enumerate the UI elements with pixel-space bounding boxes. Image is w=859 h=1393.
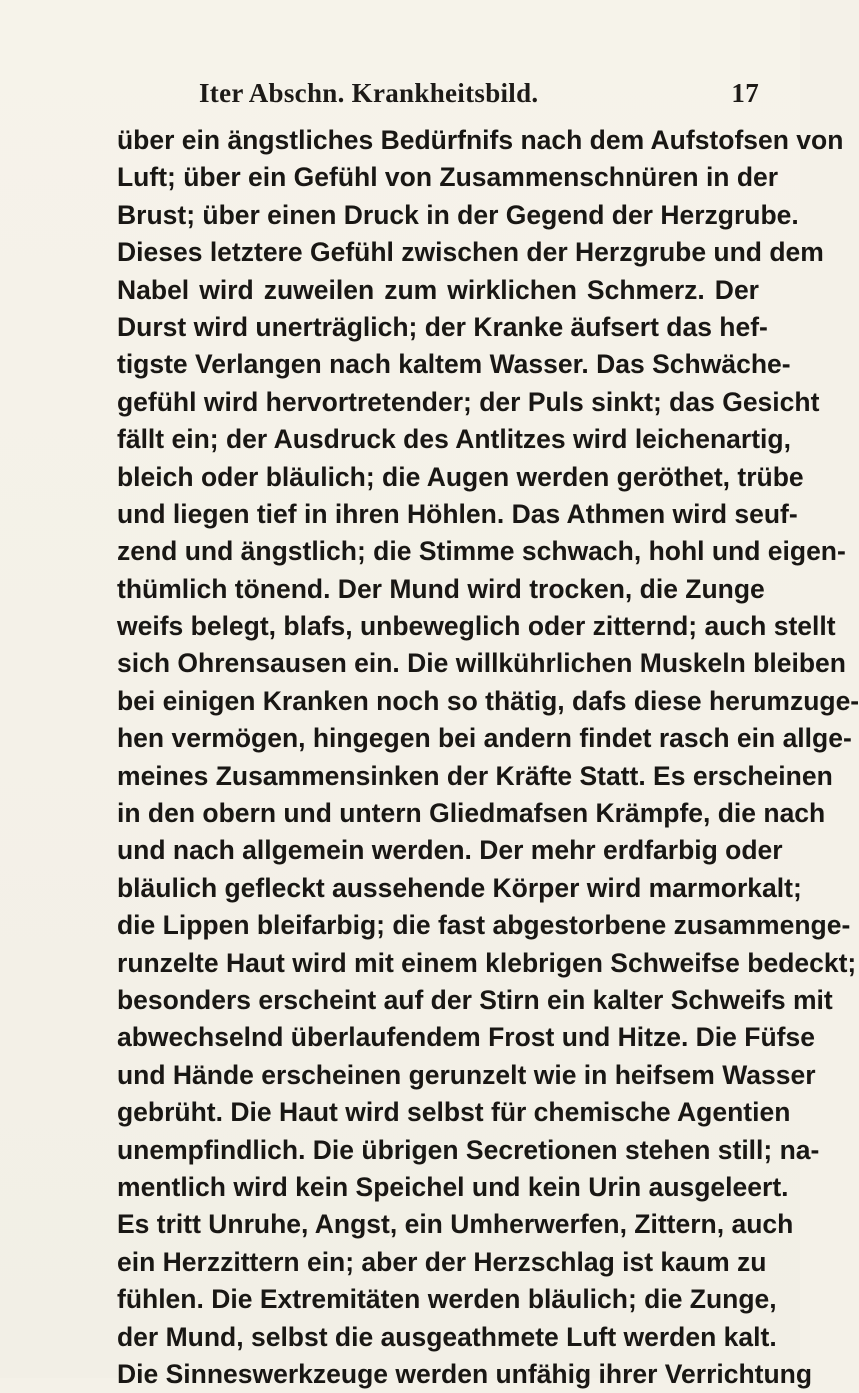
text-line: der Mund, selbst die ausgeathmete Luft werden kalt.: [117, 1321, 777, 1352]
text-line: Brust; über einen Druck in der Gegend der Herzgrube.: [117, 199, 799, 230]
text-line: thümlich tönend. Der Mund wird trocken, die Zunge: [117, 573, 765, 604]
text-line: Es tritt Unruhe, Angst, ein Umherwerfen, Zittern, auch: [117, 1209, 794, 1240]
text-line: besonders erscheint auf der Stirn ein kalter Schweifs mit: [117, 984, 833, 1015]
text-line: zend und ängstlich; die Stimme schwach, hohl und eigen-: [117, 536, 846, 567]
text-line: gebrüht. Die Haut wird selbst für chemische Agentien: [117, 1097, 791, 1128]
text-line: Durst wird unerträglich; der Kranke äufsert das hef-: [117, 311, 768, 342]
text-line: runzelte Haut wird mit einem klebrigen Schweifse bedeckt;: [117, 947, 857, 978]
text-line: ein Herzzittern ein; aber der Herzschlag ist kaum zu: [117, 1246, 767, 1277]
text-line: bleich oder bläulich; die Augen werden geröthet, trübe: [117, 461, 804, 492]
text-line: bläulich gefleckt aussehende Körper wird marmorkalt;: [117, 872, 802, 903]
text-line: und Hände erscheinen gerunzelt wie in heifsem Wasser: [117, 1059, 816, 1090]
page-number: 17: [731, 78, 759, 108]
text-line: bei einigen Kranken noch so thätig, dafs diese herumzuge-: [117, 685, 859, 716]
text-line: und nach allgemein werden. Der mehr erdfarbig oder: [117, 835, 783, 866]
chapter-title: Iter Abschn. Krankheitsbild.: [199, 78, 539, 108]
text-line: abwechselnd überlaufendem Frost und Hitze. Die Füfse: [117, 1022, 815, 1053]
text-line: fühlen. Die Extremitäten werden bläulich; die Zunge,: [117, 1284, 777, 1315]
running-head: [119, 78, 759, 118]
text-line: Dieses letztere Gefühl zwischen der Herzgrube und dem: [117, 237, 824, 268]
text-line: meines Zusammensinken der Kräfte Statt. Es erscheinen: [117, 760, 833, 791]
text-line: Die Sinneswerkzeuge werden unfähig ihrer Verrichtung: [117, 1358, 813, 1389]
text-line: weifs belegt, blafs, unbeweglich oder zitternd; auch stellt: [117, 611, 836, 642]
text-line: gefühl wird hervortretender; der Puls sinkt; das Gesicht: [117, 386, 820, 417]
body-text: [117, 122, 859, 1393]
text-line: fällt ein; der Ausdruck des Antlitzes wird leichenartig,: [117, 424, 791, 455]
text-line: mentlich wird kein Speichel und kein Urin ausgeleert.: [117, 1171, 789, 1202]
text-line: die Lippen bleifarbig; die fast abgestorbene zusammenge-: [117, 910, 851, 941]
text-line: Nabel wird zuweilen zum wirklichen Schmerz. Der: [117, 274, 759, 305]
text-line: tigste Verlangen nach kaltem Wasser. Das Schwäche-: [117, 349, 791, 380]
text-line: über ein ängstliches Bedürfnifs nach dem Aufstofsen von: [117, 125, 844, 155]
text-line: unempfindlich. Die übrigen Secretionen stehen still; na-: [117, 1134, 820, 1165]
text-line: in den obern und untern Gliedmafsen Krämpfe, die nach: [117, 798, 826, 829]
text-line: Luft; über ein Gefühl von Zusammenschnüren in der: [117, 162, 779, 193]
text-line: hen vermögen, hingegen bei andern findet rasch ein allge-: [117, 723, 852, 754]
text-line: sich Ohrensausen ein. Die willkührlichen Muskeln bleiben: [117, 648, 846, 679]
text-line: und liegen tief in ihren Höhlen. Das Athmen wird seuf-: [117, 498, 798, 529]
